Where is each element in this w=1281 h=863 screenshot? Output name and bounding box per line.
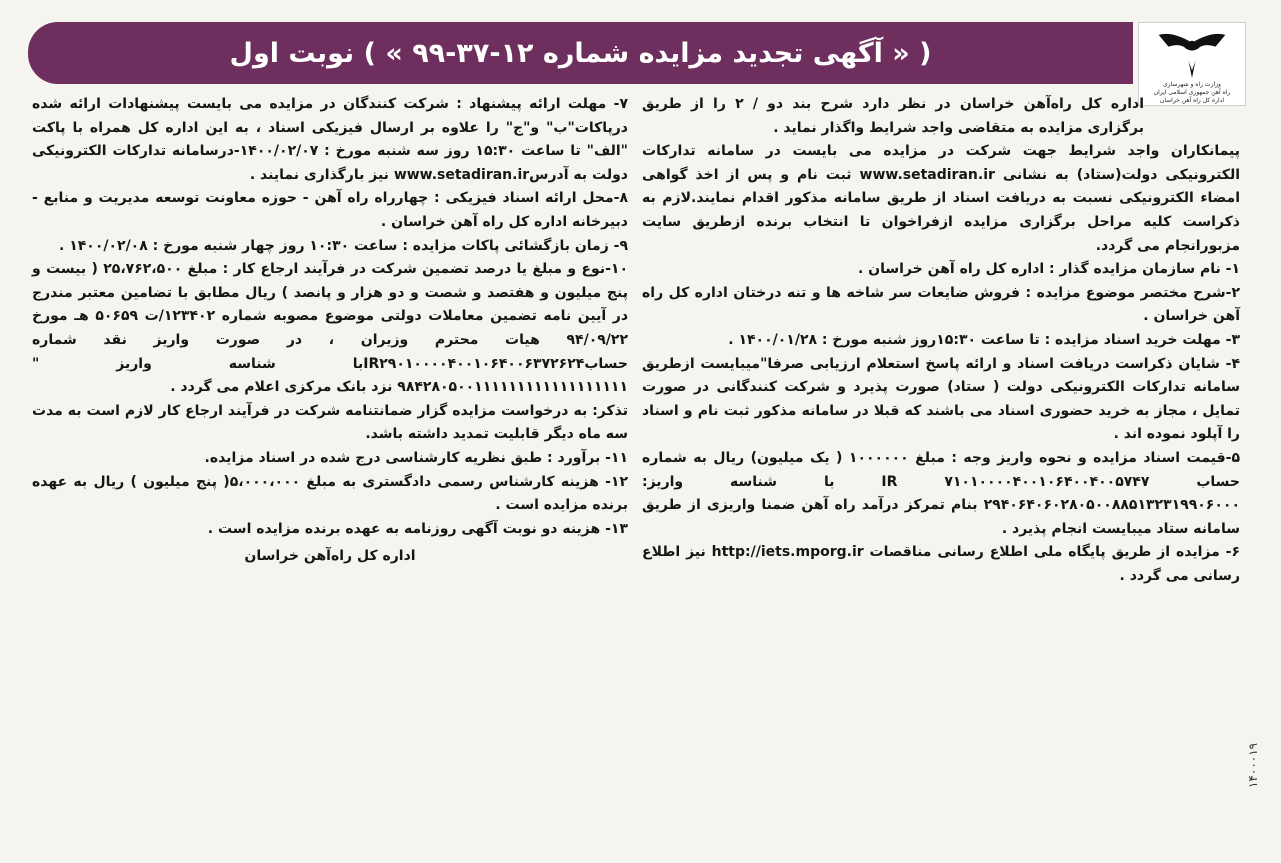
clause-2: ۲-شرح مختصر موضوع مزایده : فروش ضایعات سر شاخه ها و تنه درختان اداره کل راه آهن خراسان . bbox=[642, 284, 1240, 325]
clause-13: ۱۳- هزینه دو نوبت آگهی روزنامه به عهده برنده مزایده است . bbox=[207, 520, 628, 537]
intro-text: اداره کل راه‌آهن خراسان در نظر دارد شرح بند دو / ۲ را از طریق برگزاری مزایده به متقاضی واجد شرایط واگذار نماید . bbox=[642, 96, 1144, 136]
logo-caption-line: وزارت راه و شهرسازی bbox=[1163, 81, 1221, 88]
clause-10: ۱۰-نوع و مبلغ یا درصد تضمین شرکت در فرآیند ارجاع کار : مبلغ ۲۵،۷۶۲،۵۰۰ ( بیست و پنج میلیون و هفتصد و شصت و دو هزار و پانصد ) ریال مطابق با تضامین معتبر مندرج در آیین نامه تضمین معاملات دولتی موضوع مصوبه شماره ۱۲۳۴۰۲/ت ۵۰۶۵۹ هـ مورخ ۹۴/۰۹/۲۲ هیات محترم وزیران ، در صورت واریز نقد شماره حسابIR۲۹۰۱۰۰۰۰۴۰۰۱۰۶۴۰۰۶۳۷۲۶۲۴با شناسه واریز " ۹۸۴۲۸۰۵۰۰۱۱۱۱۱۱۱۱۱۱۱۱۱۱۱۱۱۱ نزد بانک مرکزی اعلام می گردد . bbox=[32, 261, 629, 396]
notice-header bbox=[28, 22, 1133, 84]
logo-caption-line: اداره کل راه آهن خراسان bbox=[1159, 97, 1225, 104]
signature: اداره کل راه‌آهن خراسان bbox=[244, 548, 416, 565]
clause-note: تذکر: به درخواست مزایده گزار ضمانتنامه شرکت در فرآیند ارجاع کار لازم است به مدت سه ماه دیگر قابلیت تمدید داشته باشد. bbox=[32, 402, 628, 443]
right-column bbox=[642, 93, 1240, 588]
logo-caption-line: راه آهن جمهوری اسلامی ایران bbox=[1153, 89, 1231, 96]
clause-7: ۷- مهلت ارائه پیشنهاد : شرکت کنندگان در مزایده می بایست پیشنهادات ارائه شده درپاکات"ب" و"ج" را علاوه بر ارسال فیزیکی اسناد ، به این اداره کل همراه با پاکت "الف" تا ساعت ۱۵:۳۰ روز سه شنبه مورخ : ۱۴۰۰/۰۲/۰۷-درسامانه تدارکات الکترونیکی دولت به آدرسwww.setadiran.ir نیز بارگذاری نمایند . bbox=[32, 96, 628, 183]
clause-6: ۶- مزایده از طریق پایگاه ملی اطلاع رسانی مناقصات http://iets.mporg.ir نیز اطلاع رسانی می گردد . bbox=[642, 544, 1240, 584]
clause-4: ۴- شایان ذکراست دریافت اسناد و ارائه پاسخ استعلام ارزیابی صرفا"میبایست ازطریق سامانه تدارکات الکترونیکی دولت ( ستاد) صورت پذیرد و شرکت کنندگانی در صورت تمایل ، مجاز به خرید حضوری اسناد می باشند که قبلا در سامانه مذکور ثبت نام و اسناد را آپلود نموده اند . bbox=[642, 355, 1240, 443]
clause-5: ۵-قیمت اسناد مزایده و نحوه واریز وجه : مبلغ ۱۰۰۰۰۰۰ ( یک میلیون) ریال به شماره حساب IR ۷۱۰۱۰۰۰۰۴۰۰۱۰۶۴۰۰۴۰۰۵۷۴۷ با شناسه واریز: ۲۹۴۰۶۴۰۶۰۲۸۰۵۰۰۸۸۵۱۳۲۳۱۹۹۰۶۰۰۰ بنام تمرکز درآمد راه آهن ضمنا واریزی از طریق سامانه ستاد میبایست انجام پذیرد . bbox=[642, 449, 1240, 537]
clause-3: ۳- مهلت خرید اسناد مزایده : تا ساعت ۱۵:۳۰روز شنبه مورخ : ۱۴۰۰/۰۱/۲۸ . bbox=[728, 331, 1240, 348]
side-code: ۱۴۰۰۰۱۹ bbox=[1246, 742, 1260, 788]
clause-12: ۱۲- هزینه کارشناس رسمی دادگستری به مبلغ ۵،۰۰۰،۰۰۰( پنج میلیون ) ریال به عهده برنده مزایده است . bbox=[32, 473, 628, 514]
left-column bbox=[32, 93, 628, 569]
clause-1: ۱- نام سازمان مزایده گذار : اداره کل راه آهن خراسان . bbox=[857, 261, 1240, 278]
clause-11: ۱۱- برآورد : طبق نظریه کارشناسی درج شده در اسناد مزایده. bbox=[204, 449, 628, 466]
railway-logo-icon bbox=[1152, 29, 1232, 80]
notice-title: ( « آگهی تجدید مزایده شماره ۱۲-۳۷-۹۹ » ) نوبت اول bbox=[229, 37, 932, 69]
registration-paragraph: پیمانکاران واجد شرایط جهت شرکت در مزایده می بایست در سامانه تدارکات الکترونیکی دولت(ستاد) به نشانی www.setadiran.ir ثبت نام و پس از اخذ گواهی امضاء الکترونیکی نسبت به دریافت اسناد از طریق سامانه مذکور اقدام نمایند.لازم به ذکراست کلیه مراحل برگزاری مزایده ازفراخوان تا انتخاب برنده ازطریق سایت مزبورانجام می گردد. bbox=[642, 143, 1241, 254]
clause-9: ۹- زمان بازگشائی پاکات مزایده : ساعت ۱۰:۳۰ روز چهار شنبه مورخ : ۱۴۰۰/۰۲/۰۸ . bbox=[58, 237, 628, 254]
clause-8: ۸-محل ارائه اسناد فیزیکی : چهارراه راه آهن - حوزه معاونت توسعه مدیریت و منابع - دبیرخانه اداره کل راه آهن خراسان . bbox=[32, 190, 628, 230]
